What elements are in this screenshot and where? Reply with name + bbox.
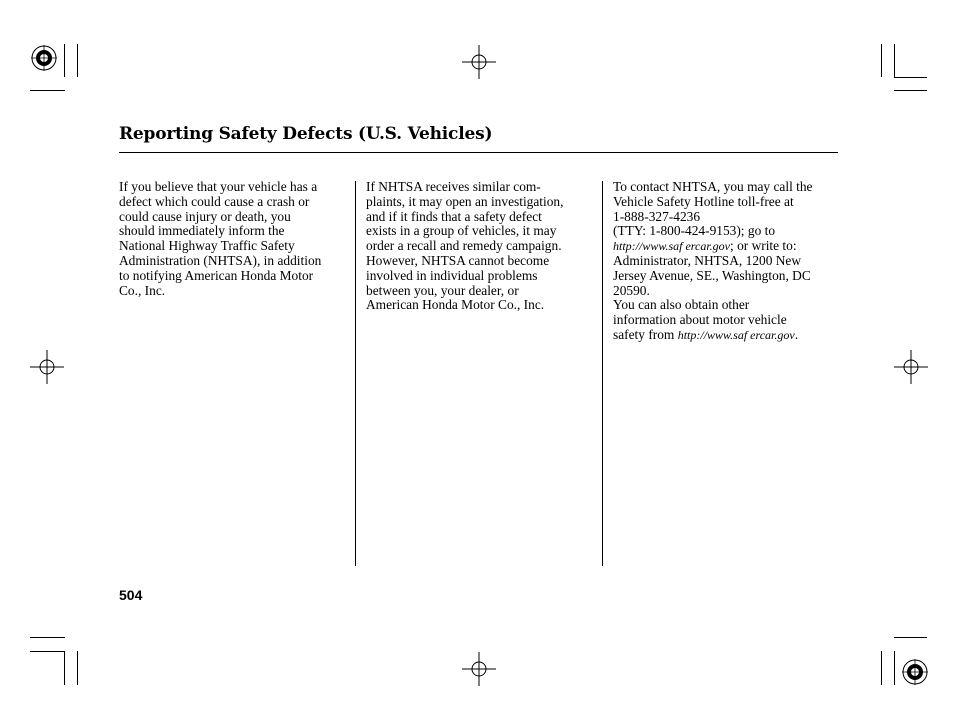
crosshair-icon [462,45,496,79]
crop-mark [894,90,927,91]
text-line: between you, your dealer, or [366,282,519,298]
text-line: exists in a group of vehicles, it may [366,223,557,239]
crop-mark [64,651,65,685]
column-2 [366,180,596,313]
text-line: You can also obtain other [613,297,750,313]
crop-mark [881,651,882,685]
text-line: To contact NHTSA, you may call the [613,179,813,194]
text-line: involved in individual problems [366,267,538,283]
safercar-link[interactable]: http://www.saf ercar.gov [677,327,795,342]
text-line: plaints, it may open an investigation, [366,193,564,209]
text-line: could cause injury or death, you [119,208,291,224]
tty-number: (TTY: 1-800-424-9153); go to [613,223,776,239]
text-line: defect which could cause a crash or [119,193,310,209]
text-line: to notifying American Honda Motor [119,267,314,283]
page-number: 504 [119,587,143,603]
column-3 [613,180,843,343]
title-rule [119,152,838,153]
text-line: Vehicle Safety Hotline toll-free at [613,193,794,209]
text-line: If you believe that your vehicle has a [119,179,318,194]
crop-mark [77,44,78,77]
address-line: Administrator, NHTSA, 1200 New [613,252,802,268]
crop-mark [30,651,65,652]
text-fragment: . [794,326,799,342]
text-line: National Highway Traffic Safety [119,238,295,254]
crop-mark [894,44,895,77]
crosshair-icon [30,350,64,384]
text-line: Co., Inc. [119,282,166,298]
text-line [613,239,843,254]
crop-mark [881,44,882,77]
crosshair-icon [894,350,928,384]
address-line: Jersey Avenue, SE., Washington, DC [613,267,811,283]
text-line: American Honda Motor Co., Inc. [366,297,545,313]
safercar-link[interactable]: http://www.saf ercar.gov [613,239,730,254]
hotline-number: 1-888-327-4236 [613,208,701,224]
crop-mark [77,651,78,685]
crop-mark [64,44,65,77]
column-1 [119,180,349,298]
column-divider [602,181,603,566]
registration-target-icon [902,659,928,685]
registration-target-icon [31,45,57,71]
crop-mark [894,637,927,638]
crosshair-icon [462,652,496,686]
text-line: However, NHTSA cannot become [366,252,550,268]
text-line: order a recall and remedy campaign. [366,238,562,254]
crop-mark [30,90,65,91]
text-line: Administration (NHTSA), in addition [119,252,322,268]
text-line: If NHTSA receives similar com- [366,179,541,194]
text-line: information about motor vehicle [613,312,787,328]
page-title: Reporting Safety Defects (U.S. Vehicles) [119,124,493,144]
column-divider [355,181,356,566]
text-fragment: safety from [613,326,678,342]
crop-mark [894,651,895,685]
text-line: and if it finds that a safety defect [366,208,542,224]
text-line [613,328,843,343]
crop-mark [894,77,927,78]
address-line: 20590. [613,282,650,298]
crop-mark [30,637,65,638]
text-fragment: ; or write to: [730,238,797,254]
text-line: should immediately inform the [119,223,285,239]
